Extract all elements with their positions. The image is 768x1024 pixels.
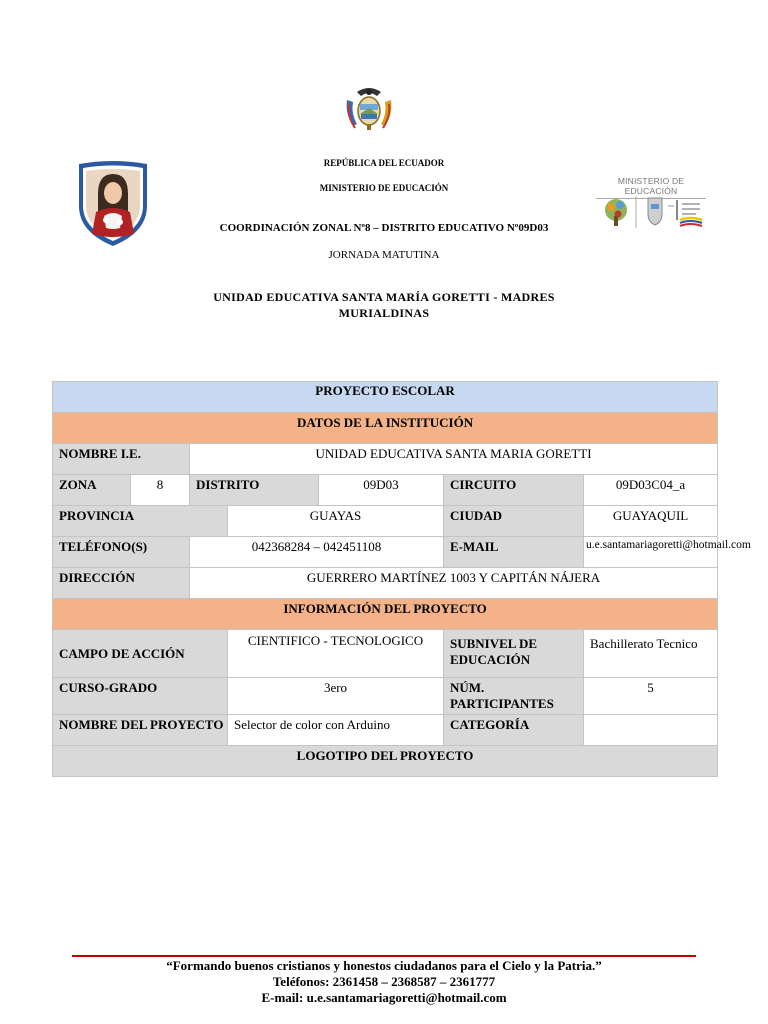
provincia-label: PROVINCIA — [53, 506, 228, 537]
subnivel-value: Bachillerato Tecnico — [584, 630, 718, 678]
ciudad-label: CIUDAD — [444, 506, 584, 537]
school-name-line-1: UNIDAD EDUCATIVA SANTA MARÍA GORETTI - MADRES — [213, 290, 555, 304]
logotipo-header: LOGOTIPO DEL PROYECTO — [53, 746, 718, 777]
project-section-header: INFORMACIÓN DEL PROYECTO — [53, 599, 718, 630]
zona-label: ZONA — [53, 475, 131, 506]
provincia-value: GUAYAS — [228, 506, 444, 537]
nombre-proyecto-value: Selector de color con Arduino — [228, 715, 444, 746]
nombre-ie-label: NOMBRE I.E. — [53, 444, 190, 475]
circuito-label: CIRCUITO — [444, 475, 584, 506]
direccion-value: GUERRERO MARTÍNEZ 1003 Y CAPITÁN NÁJERA — [190, 568, 718, 599]
email-label: E-MAIL — [444, 537, 584, 568]
direccion-label: DIRECCIÓN — [53, 568, 190, 599]
nombre-ie-value: UNIDAD EDUCATIVA SANTA MARIA GORETTI — [190, 444, 718, 475]
subnivel-label: SUBNIVEL DE EDUCACIÓN — [444, 630, 584, 678]
school-shield-icon — [76, 160, 150, 248]
project-form-table — [52, 381, 751, 777]
telefono-value: 042368284 – 042451108 — [190, 537, 444, 568]
participantes-value: 5 — [584, 678, 718, 715]
coordination-heading: COORDINACIÓN ZONAL Nº8 – DISTRITO EDUCATIVO Nº09D03 — [219, 222, 549, 234]
curso-value: 3ero — [228, 678, 444, 715]
participantes-label: NÚM. PARTICIPANTES — [444, 678, 584, 715]
republic-heading: REPÚBLICA DEL ECUADOR — [323, 158, 445, 168]
ministry-heading: MINISTERIO DE EDUCACIÓN — [319, 183, 449, 193]
footer-email: E-mail: u.e.santamariagoretti@hotmail.com — [261, 990, 507, 1005]
telefono-label: TELÉFONO(S) — [53, 537, 190, 568]
campo-label: CAMPO DE ACCIÓN — [53, 630, 228, 678]
footer-motto: “Formando buenos cristianos y honestos ciudadanos para el Cielo y la Patria.” — [166, 958, 602, 973]
footer-phones: Teléfonos: 2361458 – 2368587 – 2361777 — [272, 974, 496, 989]
circuito-value: 09D03C04_a — [584, 475, 718, 506]
campo-value: CIENTIFICO - TECNOLOGICO — [228, 630, 444, 678]
school-name-line-2: MURIALDINAS — [338, 306, 430, 320]
nombre-proyecto-label: NOMBRE DEL PROYECTO — [53, 715, 228, 746]
categoria-label: CATEGORÍA — [444, 715, 584, 746]
categoria-value — [584, 715, 718, 746]
shift-heading: JORNADA MATUTINA — [328, 249, 440, 261]
institution-section-header: DATOS DE LA INSTITUCIÓN — [53, 413, 718, 444]
ciudad-value: GUAYAQUIL — [584, 506, 718, 537]
distrito-value: 09D03 — [319, 475, 444, 506]
email-value: u.e.santamariagoretti@hotmail.com — [584, 537, 718, 568]
ministry-logo-title: MINISTERIO DE EDUCACIÓN — [596, 176, 706, 199]
footer-divider — [72, 955, 696, 957]
project-title-header: PROYECTO ESCOLAR — [53, 382, 718, 413]
distrito-label: DISTRITO — [190, 475, 319, 506]
ecuador-coat-of-arms-icon — [343, 84, 395, 134]
zona-value: 8 — [131, 475, 190, 506]
curso-label: CURSO-GRADO — [53, 678, 228, 715]
